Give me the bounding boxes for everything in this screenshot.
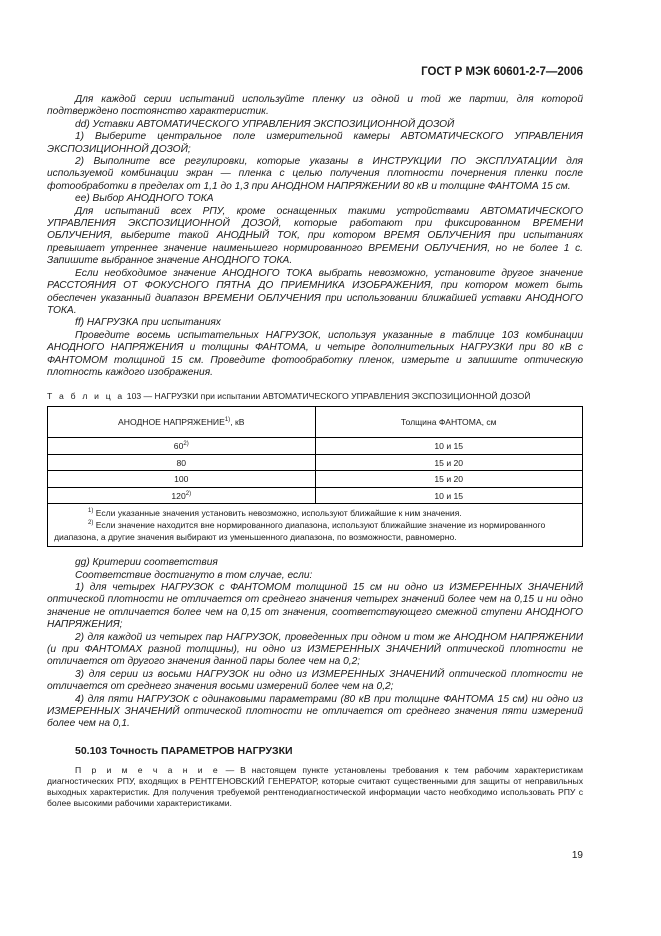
criterion-2: 2) для каждой из четырех пар НАГРУЗОК, проведенных при одном и том же АНОДНОМ НАПРЯЖЕНИИ (и при ФАНТОМАХ разной толщины), ни одно из ИЗМЕРЕННЫХ ЗНАЧЕНИЙ оптической плотности не отличается от другого значения данной пары более чем на 0,2; [47, 631, 583, 668]
table-footnotes [48, 504, 583, 547]
intro-paragraph: Для каждой серии испытаний используйте пленку из одной и той же партии, для которой подтверждено постоянство характеристик. [47, 94, 583, 118]
thickness-cell: 15 и 20 [315, 471, 583, 488]
voltage-cell: 80 [48, 454, 316, 471]
table-row [48, 438, 583, 455]
thickness-cell: 10 и 15 [315, 487, 583, 504]
voltage-cell: 100 [48, 471, 316, 488]
criterion-3: 3) для серии из восьми НАГРУЗОК ни одно из ИЗМЕРЕННЫХ ЗНАЧЕНИЙ оптической плотности не отличается от среднего значения восьми измерений более чем на 0,2; [47, 668, 583, 693]
section-note [47, 765, 583, 810]
dd-item-1: 1) Выберите центральное поле измерительной камеры АВТОМАТИЧЕСКОГО УПРАВЛЕНИЯ ЭКСПОЗИЦИОННОЙ ДОЗОЙ; [47, 131, 583, 155]
section-title: 50.103 Точность ПАРАМЕТРОВ НАГРУЗКИ [75, 744, 293, 757]
footnote-2: $^{2)}$ Если значение находится вне нормированного диапазона, используют ближайшие значение из нормированного диапазона, а другие значения выбирают из уменьшенного диапазона, по возможности, равномерно. [54, 519, 546, 542]
voltage-cell: 60$^{2)}$ [48, 438, 316, 455]
table-row [48, 454, 583, 471]
ee-paragraph-2: Если необходимое значение АНОДНОГО ТОКА выбрать невозможно, установите другое значение РАССТОЯНИЯ ОТ ФОКУСНОГО ПЯТНА ДО ПРИЕМНИКА ИЗОБРАЖЕНИЯ, при котором может быть обеспечен указанный диапазон ВРЕМЕНИ ОБЛУЧЕНИЯ при использовании ближайшей уставки АНОДНОГО ТОКА. [47, 267, 583, 316]
table-header-row [48, 407, 583, 438]
ee-title: ee) Выбор АНОДНОГО ТОКА [75, 193, 214, 205]
col-phantom-thickness-header: Толщина ФАНТОМА, см [315, 407, 583, 438]
criterion-1: 1) для четырех НАГРУЗОК с ФАНТОМОМ толщиной 15 см ни одно из ИЗМЕРЕННЫХ ЗНАЧЕНИЙ оптической плотности не отличается от среднего значения четырех значений более чем на 0,15 и ни одно значение не отличается более чем на 0,15 от значения, соответствующего смежной ступени АНОДНОГО НАПРЯЖЕНИЯ; [47, 581, 583, 631]
page-content [47, 94, 583, 810]
table-caption-label: Т а б л и ц а [47, 391, 125, 402]
table-caption-text: 103 — НАГРУЗКИ при испытании АВТОМАТИЧЕСКОГО УПРАВЛЕНИЯ ЭКСПОЗИЦИОННОЙ ДОЗОЙ [126, 391, 531, 402]
note-text: — В настоящем пункте установлены требования к тем рабочим характеристикам диагностических РПУ, входящих в РЕНТГЕНОВСКИЙ ГЕНЕРАТОР, которые считают существенными для защиты от неправильных выходных характеристик. Для получения требуемой рентгенодиагностической информации часто необходимо использовать РПУ с более высокими рабочими характеристиками. [47, 764, 583, 809]
dd-title: dd) Уставки АВТОМАТИЧЕСКОГО УПРАВЛЕНИЯ ЭКСПОЗИЦИОННОЙ ДОЗОЙ [75, 118, 455, 130]
gg-intro: Соответствие достигнуто в том случае, если: [75, 569, 313, 581]
col-anode-voltage-header: АНОДНОЕ НАПРЯЖЕНИЕ$^{1)}$, кВ [48, 407, 316, 438]
ee-paragraph-1: Для испытаний всех РПУ, кроме оснащенных такими устройствами АВТОМАТИЧЕСКОГО УПРАВЛЕНИЯ ЭКСПОЗИЦИОННОЙ ДОЗОЙ, которые работают при фиксированном ВРЕМЕНИ ОБЛУЧЕНИЯ, выберите такой АНОДНЫЙ ТОК, при котором ВРЕМЯ ОБЛУЧЕНИЯ при испытаниях превышает утреннее значение наименьшего нормированного ВРЕМЕНИ ОБЛУЧЕНИЯ, но не более 1 с. Запишите выбранное значение АНОДНОГО ТОКА. [47, 205, 583, 267]
thickness-cell: 10 и 15 [315, 438, 583, 455]
footnote-1: $^{1)}$ Если указанные значения установить невозможно, используют ближайшие к ним значения. [88, 508, 462, 519]
dd-item-2: 2) Выполните все регулировки, которые указаны в ИНСТРУКЦИИ ПО ЭКСПЛУАТАЦИИ для используемой комбинации экран — пленка с целью получения плотности почернения пленки после фотообработки в пределах от 1,1 до 1,3 при АНОДНОМ НАПРЯЖЕНИИ 80 кВ и толщине ФАНТОМА 15 см. [47, 156, 583, 192]
note-label: П р и м е ч а н и е [75, 764, 220, 775]
thickness-cell: 15 и 20 [315, 454, 583, 471]
criterion-4: 4) для пяти НАГРУЗОК с одинаковыми параметрами (80 кВ при толщине ФАНТОМА 15 см) ни одно из ИЗМЕРЕННЫХ ЗНАЧЕНИЙ оптической плотности не отличается от среднего значения пяти измерений более чем на 0,1. [47, 693, 583, 730]
page-number: 19 [571, 850, 583, 861]
document-code: ГОСТ Р МЭК 60601-2-7—2006 [421, 66, 583, 78]
loads-table [47, 406, 583, 547]
table-caption [47, 391, 583, 402]
table-footnotes-row [48, 504, 583, 547]
table-row [48, 487, 583, 504]
table-row [48, 471, 583, 488]
gg-title: gg) Критерии соответствия [75, 557, 218, 569]
ff-paragraph: Проведите восемь испытательных НАГРУЗОК, используя указанные в таблице 103 комбинации АНОДНОГО НАПРЯЖЕНИЯ и толщины ФАНТОМА, и четыре дополнительных НАГРУЗКИ при 80 кВ с ФАНТОМОМ толщиной 15 см. Проведите фотообработку пленок, измерьте и запишите оптическую плотность каждого изображения. [47, 329, 583, 378]
ff-title: ff) НАГРУЗКА при испытаниях [75, 317, 221, 329]
voltage-cell: 120$^{2)}$ [48, 487, 316, 504]
